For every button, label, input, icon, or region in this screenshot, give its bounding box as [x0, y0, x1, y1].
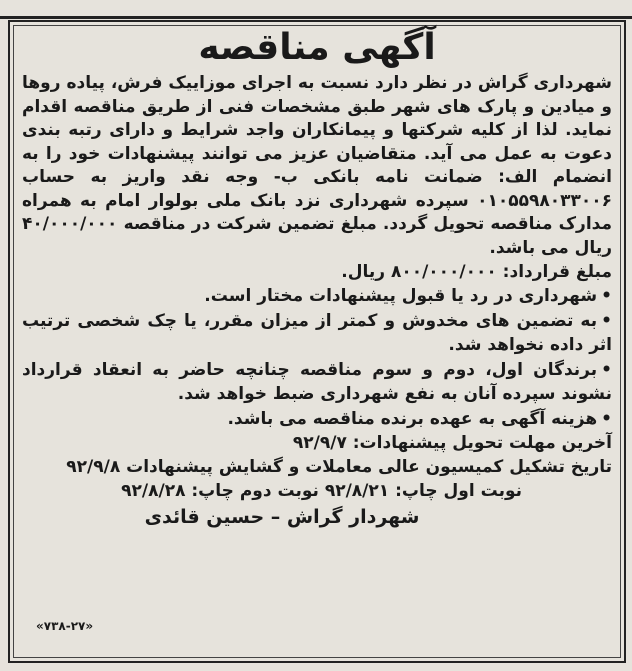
notice-title: آگهی مناقصه — [198, 27, 436, 68]
print-dates: نوبت اول چاپ: ۹۲/۸/۲۱ نوبت دوم چاپ: ۹۲/۸/۲۸ — [121, 481, 522, 501]
bullet-icon: • — [601, 359, 612, 380]
bullet-text: شهرداری در رد یا قبول پیشنهادات مختار است. — [204, 286, 598, 306]
bullet-icon: • — [601, 408, 612, 429]
signature: شهردار گراش – حسین قائدی — [144, 506, 420, 528]
bullet-icon: • — [601, 310, 612, 331]
bullet-item — [22, 309, 612, 358]
bullet-item — [22, 407, 612, 432]
top-divider — [0, 0, 632, 19]
bullet-text: به تضمین های مخدوش و کمتر از میزان مقرر، یا چک شخصی ترتیب اثر داده نخواهد شد. — [22, 310, 612, 355]
notice-content — [22, 26, 612, 657]
bullet-text: هزینه آگهی به عهده برنده مناقصه می باشد. — [227, 408, 598, 429]
bullet-item — [22, 284, 612, 309]
commission-date: تاریخ تشکیل کمیسیون عالی معاملات و گشایش پیشنهادات ۹۲/۹/۸ — [66, 457, 612, 477]
bullet-text: برندگان اول، دوم و سوم مناقصه چنانچه حاضر به انعقاد قرارداد نشوند سپرده آنان به نفع شهرداری ضبط خواهد شد. — [22, 359, 612, 404]
bullet-item — [22, 358, 612, 407]
bullet-icon: • — [601, 286, 612, 306]
intro-paragraph: شهرداری گراش در نظر دارد نسبت به اجرای موزاییک فرش، پیاده روها و میادین و پارک های شهر طبق مشخصات فنی از طریق مناقصه اقدام نماید. لذا از کلیه شرکتها و پیمانکاران واجد شرایط و دارای رتبه بندی دعوت به عمل می آید. متقاضیان عزیز می توانند پیشنهادات خود را به انضمام الف: ضمانت نامه بانکی ب- وجه نقد واریز به حساب ۰۱۰۵۵۹۸۰۳۳۰۰۶ سپرده شهرداری نزد بانک ملی بولوار امام به همراه مدارک مناقصه تحویل گردد. مبلغ تضمین شرکت در مناقصه ۴۰/۰۰۰/۰۰۰ ریال می باشد. — [22, 73, 612, 258]
contract-amount: مبلغ قرارداد: ۸۰۰/۰۰۰/۰۰۰ ریال. — [341, 262, 612, 282]
deadline: آخرین مهلت تحویل پیشنهادات: ۹۲/۹/۷ — [292, 433, 612, 453]
ad-code: «۷۳۸-۲۷» — [36, 619, 94, 633]
